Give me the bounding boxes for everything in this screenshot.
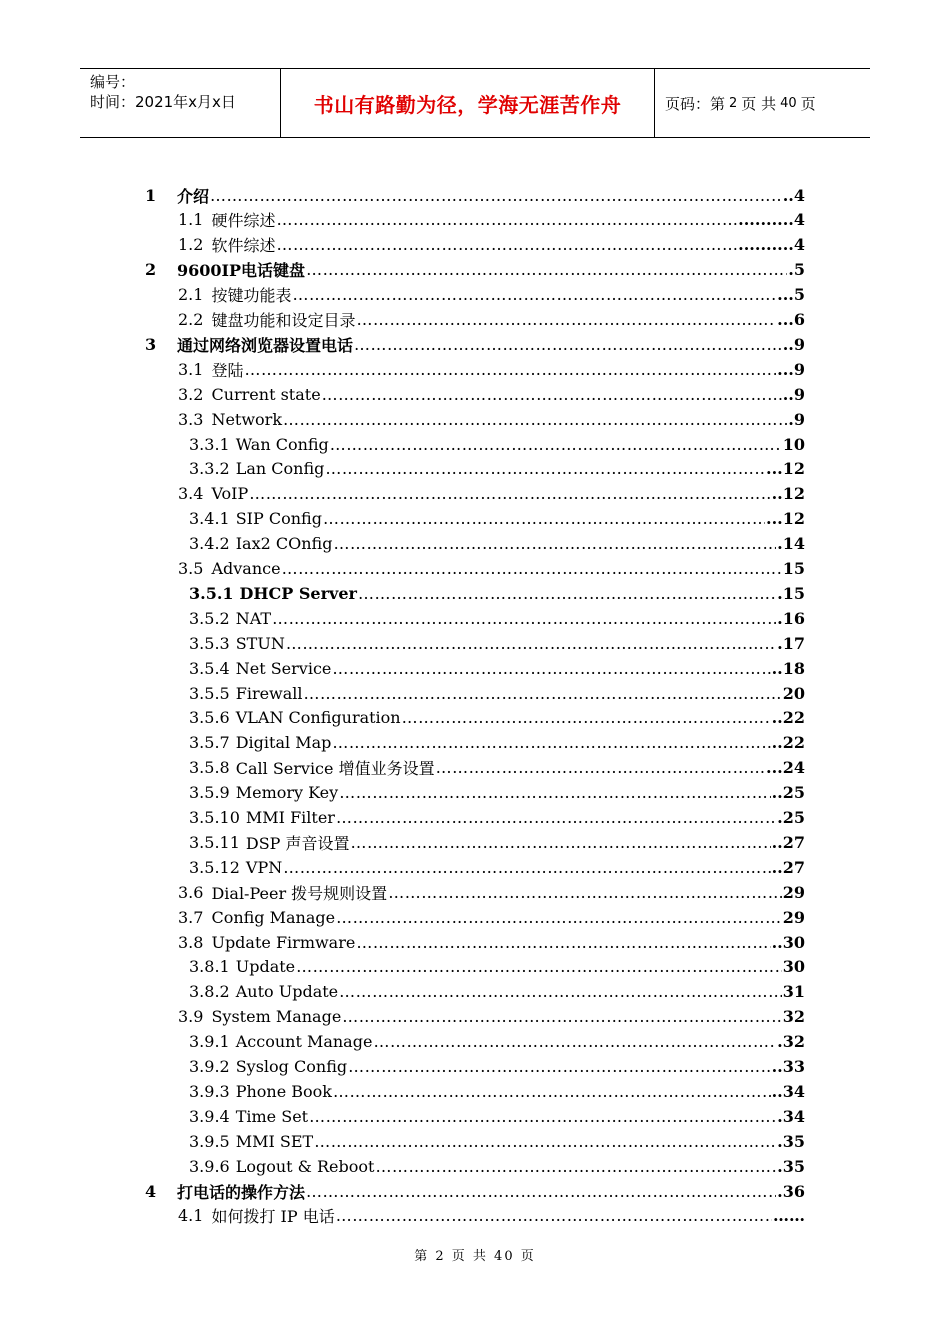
toc-entry-title: 打电话的操作方法 bbox=[177, 1182, 306, 1202]
toc-entry-page: ..22 bbox=[771, 733, 805, 753]
toc-leader-dots bbox=[283, 410, 787, 429]
toc-entry-number: 3.3 bbox=[178, 409, 204, 429]
toc-entry[interactable] bbox=[178, 382, 805, 406]
toc-entry-page: ..33 bbox=[771, 1057, 805, 1076]
toc-entry-page: ..25 bbox=[771, 783, 805, 803]
toc-leader-dots bbox=[402, 708, 771, 727]
toc-leader-dots bbox=[272, 609, 776, 628]
toc-leader-dots bbox=[314, 1132, 776, 1151]
header-meta bbox=[80, 69, 281, 137]
toc-leader-dots bbox=[358, 584, 776, 603]
header-page-mid: 页 共 bbox=[741, 94, 777, 113]
toc-leader-dots bbox=[323, 509, 765, 528]
toc-entry[interactable] bbox=[189, 806, 805, 830]
toc-entry-title: 如何拨打 IP 电话 bbox=[211, 1207, 335, 1227]
toc-entry-page: 30 bbox=[782, 957, 805, 977]
header-motto: 书山有路勤为径，学海无涯苦作舟 bbox=[281, 69, 655, 137]
toc-entry-number: 3.8 bbox=[178, 932, 204, 952]
page-footer: 第 2 页 共 40 页 bbox=[414, 1249, 536, 1264]
toc-entry-title: Call Service 增值业务设置 bbox=[235, 759, 435, 779]
toc-entry-page: .5 bbox=[788, 260, 805, 280]
toc-entry[interactable] bbox=[189, 1030, 805, 1054]
toc-entry[interactable] bbox=[178, 905, 805, 929]
toc-entry[interactable] bbox=[178, 357, 805, 381]
toc-entry-page: ..12 bbox=[771, 484, 805, 504]
toc-leader-dots bbox=[210, 186, 782, 205]
toc-leader-dots bbox=[336, 1206, 772, 1225]
toc-entry-number: 3.5.8 bbox=[189, 758, 230, 778]
toc-entry[interactable] bbox=[189, 681, 805, 705]
toc-entry-number: 3.5.7 bbox=[189, 733, 230, 753]
toc-entry[interactable] bbox=[189, 581, 805, 605]
toc-entry-title: Digital Map bbox=[235, 733, 332, 753]
header-page-prefix: 页码：第 bbox=[665, 94, 726, 113]
toc-entry-number: 3 bbox=[145, 334, 157, 354]
toc-leader-dots bbox=[292, 285, 776, 304]
toc-leader-dots bbox=[332, 733, 770, 752]
header-page-total: 40 bbox=[780, 95, 797, 111]
toc-entry-number: 2.2 bbox=[178, 310, 204, 329]
toc-leader-dots bbox=[354, 335, 782, 354]
toc-entry-number: 3.5.6 bbox=[189, 708, 230, 728]
toc-entry[interactable] bbox=[178, 557, 805, 581]
toc-entry-title: Dial-Peer 拨号规则设置 bbox=[211, 883, 388, 903]
toc-entry-title: 软件综述 bbox=[211, 236, 276, 256]
toc-entry[interactable] bbox=[189, 731, 805, 755]
toc-entry-title: DSP 声音设置 bbox=[245, 833, 350, 853]
toc-entry-number: 3.5.12 bbox=[189, 857, 240, 877]
toc-entry-title: VLAN Configuration bbox=[235, 708, 401, 728]
toc-entry-page: ...12 bbox=[766, 509, 805, 529]
toc-entry-number: 1 bbox=[145, 185, 157, 205]
toc-entry-title: NAT bbox=[235, 608, 272, 628]
toc-leader-dots bbox=[330, 435, 782, 454]
toc-entry-page: .17 bbox=[777, 633, 805, 653]
toc-entry-page: ..........4 bbox=[738, 210, 805, 230]
toc-entry[interactable] bbox=[189, 756, 805, 780]
toc-entry[interactable] bbox=[189, 1055, 805, 1079]
toc-entry-title: Wan Config bbox=[235, 434, 329, 454]
toc-entry-title: 登陆 bbox=[211, 360, 244, 380]
toc-entry-title: 键盘功能和设定目录 bbox=[211, 311, 356, 330]
toc-entry-title: SIP Config bbox=[235, 509, 322, 529]
toc-entry-number: 3.4 bbox=[178, 484, 204, 504]
toc-entry-title: Logout & Reboot bbox=[235, 1156, 375, 1176]
toc-entry[interactable] bbox=[189, 507, 805, 531]
toc-leader-dots bbox=[306, 1182, 776, 1201]
toc-entry-page: 29 bbox=[782, 907, 805, 927]
toc-entry-number: 3.6 bbox=[178, 882, 204, 902]
toc-entry-title: Account Manage bbox=[235, 1032, 373, 1052]
toc-entry-number: 3.3.2 bbox=[189, 459, 230, 479]
toc-entry-number: 3.9.1 bbox=[189, 1032, 230, 1052]
toc-entry[interactable] bbox=[178, 308, 805, 332]
toc-entry-number: 1.1 bbox=[178, 210, 204, 230]
toc-entry-number: 3.5.4 bbox=[189, 658, 230, 678]
toc-entry[interactable] bbox=[178, 880, 805, 904]
toc-leader-dots bbox=[436, 758, 765, 777]
header-page-info bbox=[655, 69, 870, 137]
toc-leader-dots bbox=[306, 260, 787, 279]
toc-entry-page: 32 bbox=[782, 1007, 805, 1027]
toc-entry-page: ...12 bbox=[766, 459, 805, 479]
toc-entry-title: 通过网络浏览器设置电话 bbox=[177, 335, 354, 355]
toc-leader-dots bbox=[276, 210, 737, 229]
toc-entry-number: 3.9.3 bbox=[189, 1081, 230, 1101]
toc-entry-page: ..34 bbox=[771, 1081, 805, 1101]
toc-entry-title: Phone Book bbox=[235, 1081, 332, 1101]
toc-entry-number: 3.9.4 bbox=[189, 1106, 230, 1126]
toc-entry-number: 3.5.11 bbox=[189, 832, 240, 852]
toc-entry-title: VPN bbox=[245, 857, 283, 877]
header-code-label: 编号： bbox=[90, 73, 136, 91]
toc-entry[interactable] bbox=[189, 631, 805, 655]
toc-entry-page: .35 bbox=[777, 1131, 805, 1151]
toc-entry[interactable] bbox=[189, 706, 805, 730]
toc-entry-number: 3.8.2 bbox=[189, 982, 230, 1002]
toc-entry-page: ..18 bbox=[771, 658, 805, 678]
toc-entry-title: Advance bbox=[211, 559, 281, 578]
toc-entry[interactable] bbox=[145, 258, 805, 282]
toc-entry-title: Lan Config bbox=[235, 459, 325, 479]
toc-entry-page: ...6 bbox=[777, 310, 805, 329]
toc-entry-page: ..30 bbox=[771, 932, 805, 952]
toc-leader-dots bbox=[348, 1057, 770, 1076]
toc-entry-number: 3.4.1 bbox=[189, 509, 230, 529]
toc-entry-page: 29 bbox=[782, 882, 805, 902]
toc-entry[interactable] bbox=[145, 183, 805, 207]
toc-leader-dots bbox=[336, 908, 782, 927]
toc-leader-dots bbox=[356, 310, 776, 329]
toc-entry-page: ..9 bbox=[782, 384, 805, 404]
toc-entry-number: 3.5.5 bbox=[189, 683, 230, 703]
toc-entry-number: 3.7 bbox=[178, 907, 204, 927]
toc-entry[interactable] bbox=[189, 830, 805, 854]
toc-leader-dots bbox=[332, 659, 770, 678]
toc-entry[interactable] bbox=[189, 1129, 805, 1153]
toc-entry[interactable] bbox=[178, 482, 805, 506]
toc-entry-page: .34 bbox=[777, 1106, 805, 1126]
toc-entry-page: ...5 bbox=[777, 285, 805, 305]
toc-entry[interactable] bbox=[189, 1079, 805, 1103]
toc-entry-title: Config Manage bbox=[211, 907, 336, 927]
toc-entry[interactable] bbox=[189, 457, 805, 481]
toc-entry-title: Iax2 COnfig bbox=[235, 534, 333, 554]
toc-entry-title: 介绍 bbox=[177, 186, 210, 206]
toc-entry-page: ...24 bbox=[766, 758, 805, 778]
toc-entry-number: 2 bbox=[145, 260, 157, 280]
toc-leader-dots bbox=[309, 1107, 776, 1126]
toc-entry[interactable] bbox=[189, 781, 805, 805]
toc-entry-number: 3.8.1 bbox=[189, 957, 230, 977]
toc-entry[interactable] bbox=[189, 855, 805, 879]
toc-leader-dots bbox=[339, 982, 782, 1001]
toc-entry-title: 9600IP电话键盘 bbox=[177, 261, 306, 281]
toc-entry-number: 3.3.1 bbox=[189, 434, 230, 454]
toc-leader-dots bbox=[276, 235, 737, 254]
toc-entry-title: DHCP Server bbox=[239, 583, 357, 603]
toc-entry-page: .36 bbox=[777, 1181, 805, 1201]
toc-entry-number: 3.1 bbox=[178, 359, 204, 379]
toc-entry[interactable] bbox=[189, 606, 805, 630]
toc-leader-dots bbox=[304, 684, 782, 703]
toc-entry-page: .16 bbox=[777, 608, 805, 628]
toc-entry-number: 2.1 bbox=[178, 285, 204, 305]
header-page-num: 2 bbox=[729, 95, 738, 111]
toc-entry-title: MMI Filter bbox=[245, 808, 335, 827]
toc-entry-page: .14 bbox=[777, 534, 805, 554]
toc-entry[interactable] bbox=[145, 1179, 805, 1203]
toc-entry[interactable] bbox=[178, 407, 805, 431]
toc-entry-title: Update Firmware bbox=[211, 932, 356, 952]
toc-entry-title: STUN bbox=[235, 633, 285, 653]
toc-entry-title: 硬件综述 bbox=[211, 211, 276, 231]
toc-entry-number: 4 bbox=[145, 1181, 157, 1201]
toc-leader-dots bbox=[286, 634, 776, 653]
toc-leader-dots bbox=[296, 957, 782, 976]
toc-leader-dots bbox=[356, 933, 770, 952]
toc-entry-number: 3.9.6 bbox=[189, 1156, 230, 1176]
toc-entry-page: ..27 bbox=[771, 857, 805, 877]
toc-entry[interactable] bbox=[178, 208, 805, 232]
toc-entry-title: 按键功能表 bbox=[211, 286, 292, 306]
toc-entry-page: ..22 bbox=[771, 708, 805, 728]
toc-entry[interactable] bbox=[178, 930, 805, 954]
toc-entry-title: System Manage bbox=[211, 1007, 342, 1027]
toc-leader-dots bbox=[336, 808, 776, 827]
toc-leader-dots bbox=[351, 833, 771, 852]
toc-leader-dots bbox=[325, 459, 765, 478]
toc-entry[interactable] bbox=[178, 1204, 805, 1228]
toc-entry-page: ..9 bbox=[782, 334, 805, 354]
toc-entry-number: 3.4.2 bbox=[189, 534, 230, 554]
toc-entry-page: .35 bbox=[777, 1156, 805, 1176]
toc-entry[interactable] bbox=[145, 332, 805, 356]
toc-leader-dots bbox=[322, 385, 782, 404]
toc-entry[interactable] bbox=[189, 656, 805, 680]
toc-entry[interactable] bbox=[178, 283, 805, 307]
toc-leader-dots bbox=[339, 783, 770, 802]
toc-entry-page: .9 bbox=[788, 409, 805, 429]
toc-entry-number: 4.1 bbox=[178, 1206, 204, 1226]
header-page-suffix: 页 bbox=[800, 94, 816, 113]
toc-entry-title: Network bbox=[211, 409, 283, 429]
toc-entry-number: 3.5 bbox=[178, 559, 204, 578]
toc-entry[interactable] bbox=[189, 980, 805, 1004]
toc-entry[interactable] bbox=[178, 233, 805, 257]
toc-entry[interactable] bbox=[189, 532, 805, 556]
toc-entry-title: Update bbox=[235, 957, 296, 977]
page-header bbox=[80, 68, 870, 138]
toc-leader-dots bbox=[283, 858, 770, 877]
toc-leader-dots bbox=[244, 360, 776, 379]
toc-entry-title: VoIP bbox=[211, 484, 249, 504]
toc-leader-dots bbox=[342, 1007, 781, 1026]
toc-entry-page: …… bbox=[773, 1206, 805, 1226]
toc-entry-page: 10 bbox=[782, 434, 805, 454]
toc-entry[interactable] bbox=[189, 432, 805, 456]
toc-leader-dots bbox=[282, 559, 782, 578]
toc-entry[interactable] bbox=[189, 1154, 805, 1178]
toc-entry-number: 3.9 bbox=[178, 1007, 204, 1027]
toc-entry-number: 3.9.2 bbox=[189, 1057, 230, 1076]
toc-leader-dots bbox=[375, 1157, 776, 1176]
toc-entry[interactable] bbox=[189, 1104, 805, 1128]
toc-entry-number: 3.5.3 bbox=[189, 633, 230, 653]
toc-entry-title: Current state bbox=[211, 384, 321, 404]
toc-entry-page: ..27 bbox=[771, 832, 805, 852]
toc-entry-page: .25 bbox=[777, 808, 805, 827]
toc-entry-page: 15 bbox=[782, 559, 805, 578]
toc-leader-dots bbox=[333, 534, 776, 553]
toc-entry-number: 3.2 bbox=[178, 384, 204, 404]
toc-leader-dots bbox=[373, 1032, 776, 1051]
toc-entry-title: Auto Update bbox=[235, 982, 339, 1002]
toc-entry-page: ..4 bbox=[782, 185, 805, 205]
toc-entry-page: ...9 bbox=[777, 359, 805, 379]
toc-entry-number: 3.9.5 bbox=[189, 1131, 230, 1151]
toc-entry[interactable] bbox=[189, 955, 805, 979]
toc-entry-number: 3.5.9 bbox=[189, 783, 230, 803]
toc-entry-title: Memory Key bbox=[235, 783, 339, 803]
toc-entry-title: Firewall bbox=[235, 683, 303, 703]
toc-leader-dots bbox=[333, 1082, 771, 1101]
toc-entry-page: 31 bbox=[782, 982, 805, 1002]
toc-entry-page: .32 bbox=[777, 1032, 805, 1052]
toc-entry-title: Time Set bbox=[235, 1106, 309, 1126]
toc-entry-page: .15 bbox=[777, 583, 805, 603]
toc-entry-page: ..........4 bbox=[738, 235, 805, 255]
toc-entry-title: Syslog Config bbox=[235, 1057, 348, 1076]
toc-entry[interactable] bbox=[178, 1005, 805, 1029]
toc-entry-page: 20 bbox=[782, 683, 805, 703]
toc-entry-number: 3.5.10 bbox=[189, 808, 240, 827]
toc-entry-title: MMI SET bbox=[235, 1131, 314, 1151]
toc-leader-dots bbox=[388, 883, 782, 902]
toc-entry-number: 3.5.2 bbox=[189, 608, 230, 628]
toc-entry-number: 3.5.1 bbox=[189, 583, 234, 603]
header-time-label: 时间：2021年x月x日 bbox=[90, 93, 236, 111]
toc-entry-number: 1.2 bbox=[178, 235, 204, 255]
toc-entry-title: Net Service bbox=[235, 658, 332, 678]
toc-leader-dots bbox=[249, 484, 770, 503]
